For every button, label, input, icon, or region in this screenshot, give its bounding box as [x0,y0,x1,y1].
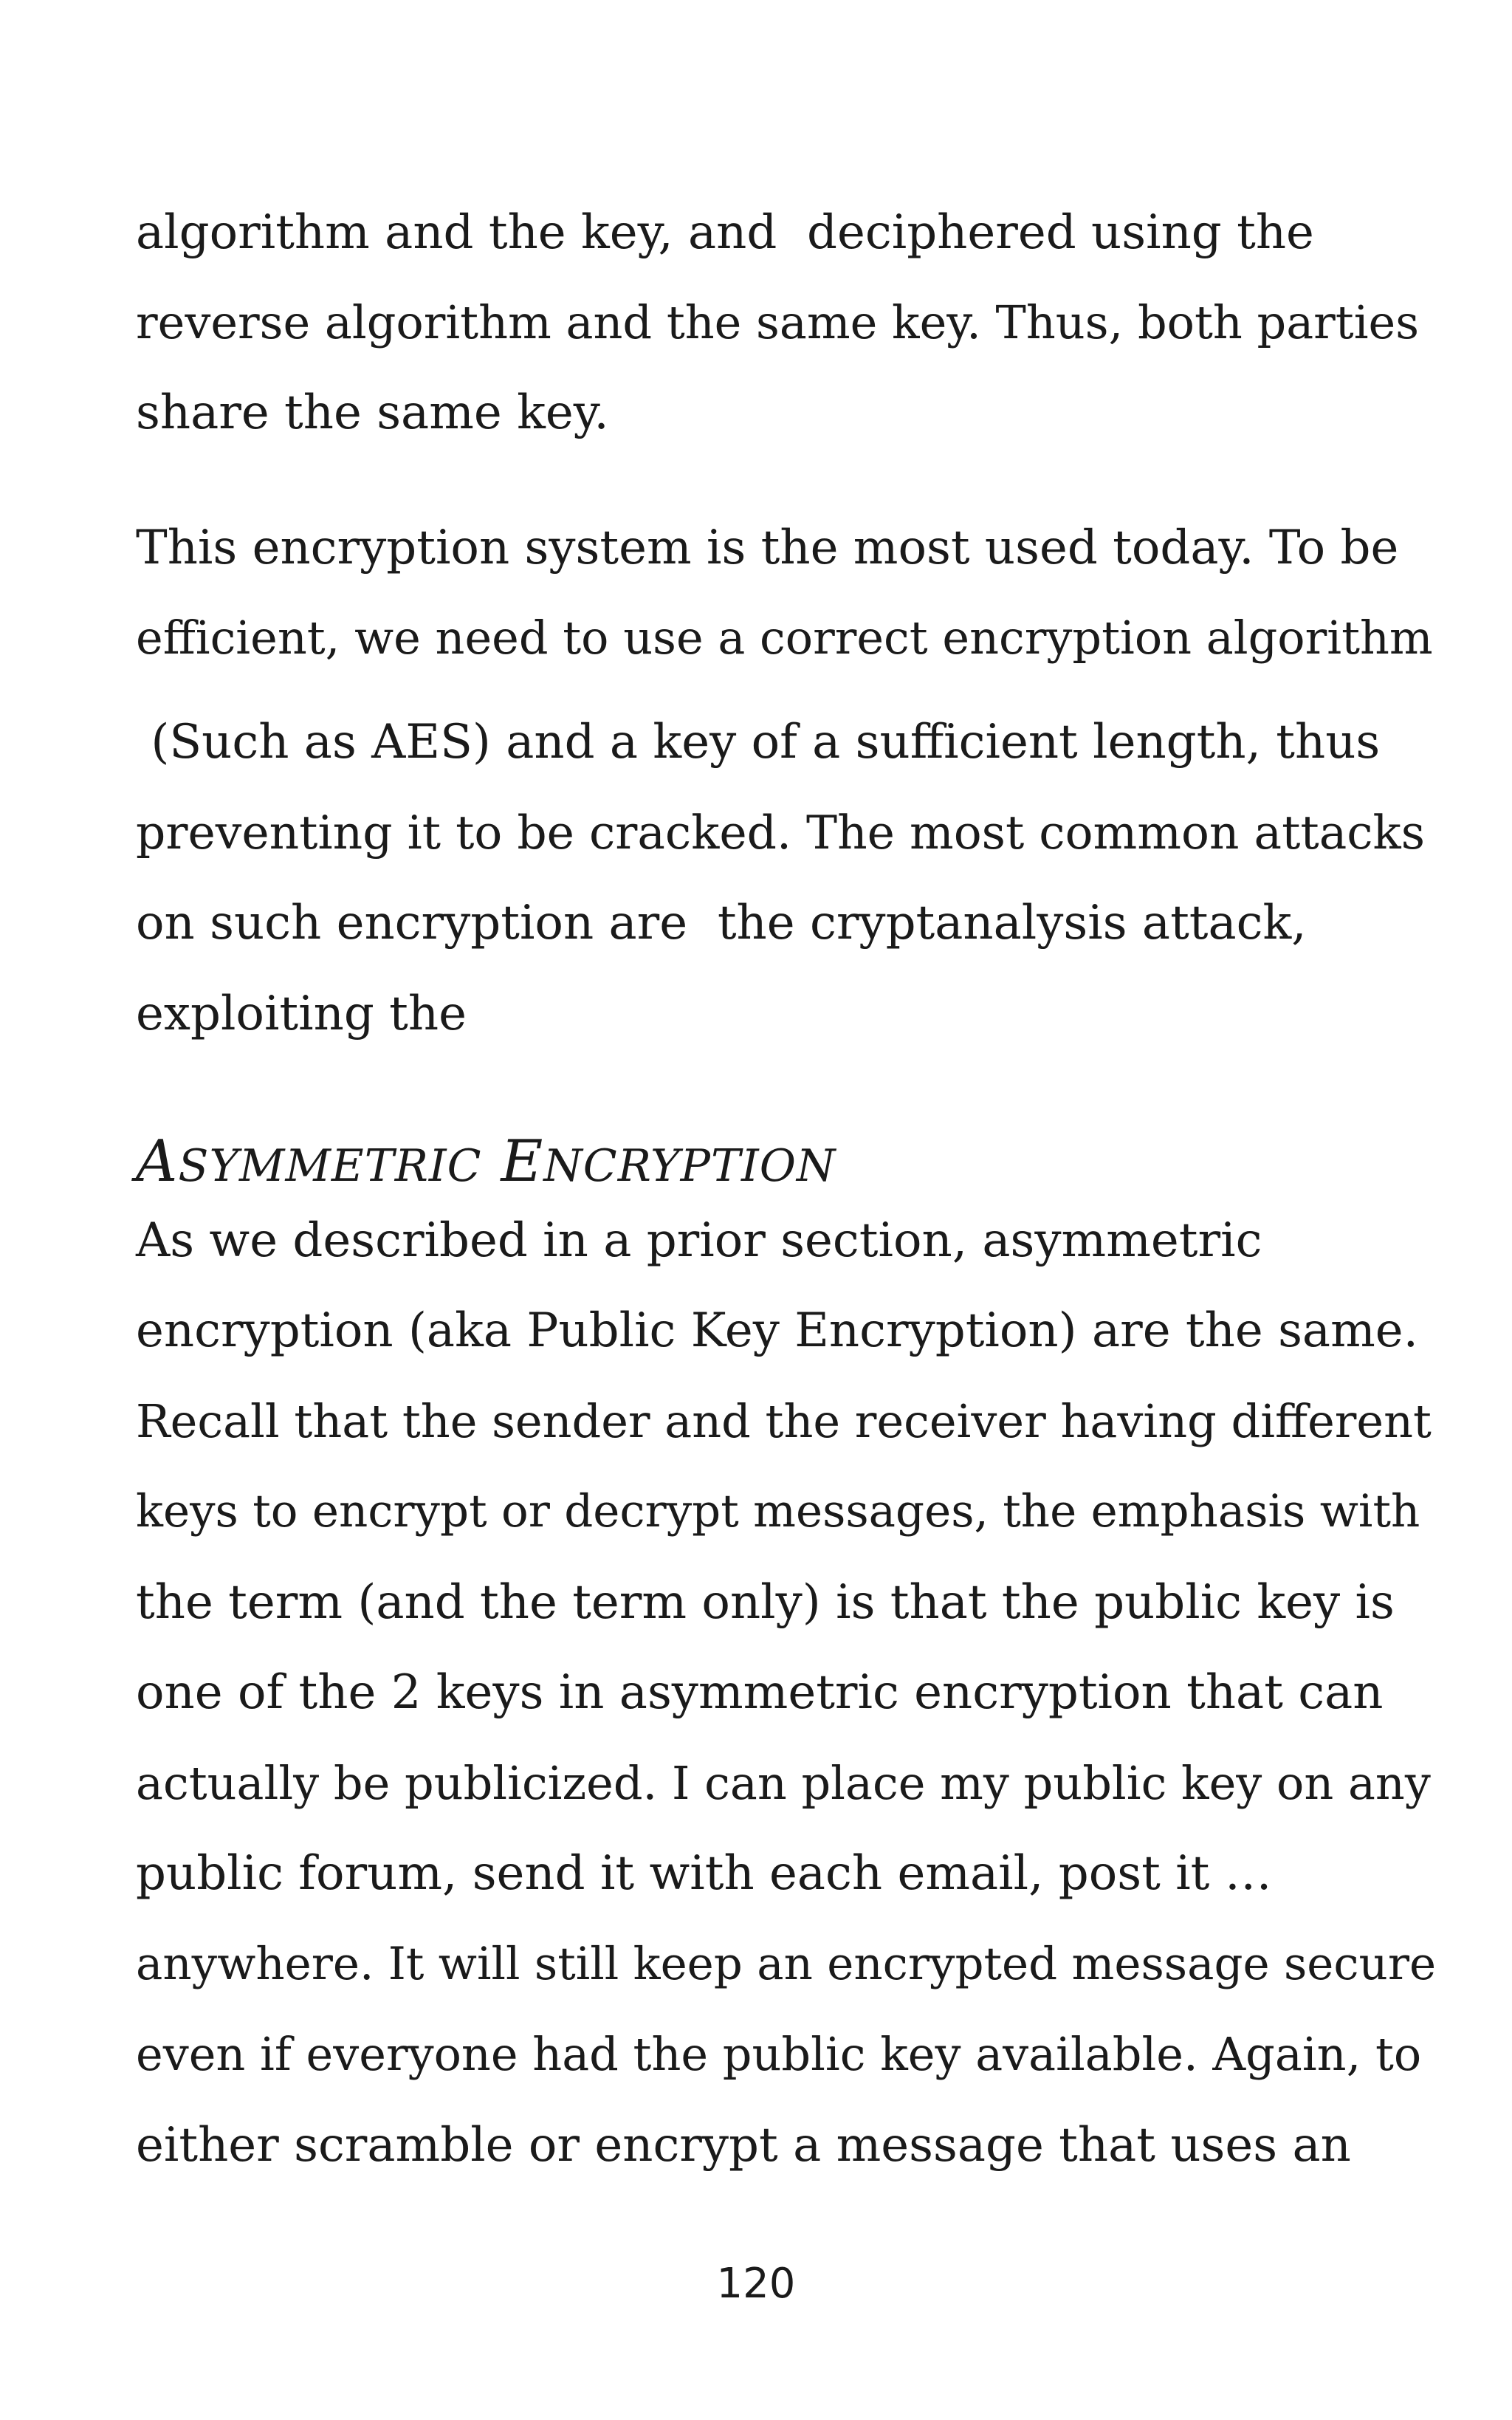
body-text-line: algorithm and the key, and deciphered using the [136,205,1314,260]
body-text-line: the term (and the term only) is that the public key is [136,1575,1395,1630]
body-text-line: efficient, we need to use a correct encryption algorithm [136,611,1433,665]
body-text-line: actually be publicized. I can place my public key on any [136,1756,1431,1810]
body-text-line: on such encryption are the cryptanalysis attack, [136,896,1307,950]
body-text-line: encryption (aka Public Key Encryption) are the same. [136,1303,1418,1358]
body-text-line: keys to encrypt or decrypt messages, the emphasis with [136,1485,1420,1538]
section-heading [136,1126,836,1202]
body-text-line: preventing it to be cracked. The most common attacks [136,806,1426,860]
heading-initial: E [501,1128,544,1195]
body-text-line: public forum, send it with each email, post it … [136,1846,1272,1901]
heading-word-rest: SYMMETRIC [178,1140,482,1192]
body-text-line: reverse algorithm and the same key. Thus, both parties [136,295,1420,349]
body-text-line: one of the 2 keys in asymmetric encryption that can [136,1665,1384,1720]
body-text-line: share the same key. [136,385,609,440]
body-text-line: anywhere. It will still keep an encrypted message secure [136,1938,1437,1990]
body-text-line: even if everyone had the public key available. Again, to [136,2027,1422,2081]
heading-word-rest: NCRYPTION [543,1140,836,1192]
body-text-line: (Such as AES) and a key of a sufficient length, thus [136,715,1381,769]
body-text-line: Recall that the sender and the receiver having different [136,1394,1432,1448]
body-text-line: This encryption system is the most used today. To be [136,521,1399,575]
body-text-line: As we described in a prior section, asymmetric [136,1213,1262,1268]
body-text-line: exploiting the [136,987,467,1041]
heading-initial: A [136,1128,179,1195]
body-text-line: either scramble or encrypt a message that uses an [136,2118,1351,2173]
page-number: 120 [716,2260,796,2308]
